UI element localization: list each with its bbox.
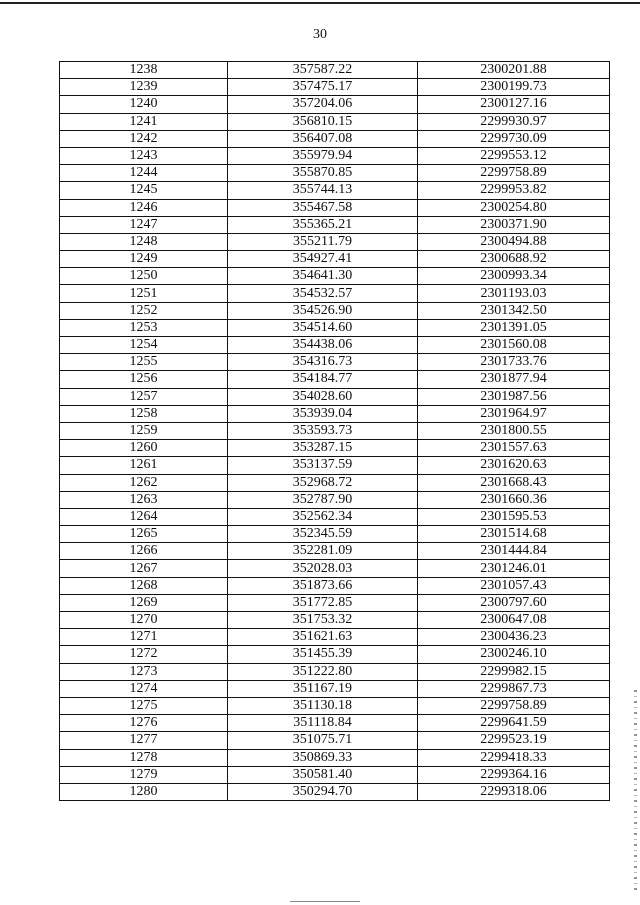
x-coordinate-cell: 356810.15 xyxy=(228,113,418,130)
x-coordinate-cell: 352028.03 xyxy=(228,560,418,577)
x-coordinate-cell: 354532.57 xyxy=(228,285,418,302)
point-number-cell: 1280 xyxy=(60,783,228,800)
x-coordinate-cell: 351455.39 xyxy=(228,646,418,663)
y-coordinate-cell: 2300201.88 xyxy=(418,62,610,79)
table-row xyxy=(60,663,610,680)
x-coordinate-cell: 354184.77 xyxy=(228,371,418,388)
point-number-cell: 1258 xyxy=(60,405,228,422)
x-coordinate-cell: 353593.73 xyxy=(228,422,418,439)
point-number-cell: 1251 xyxy=(60,285,228,302)
x-coordinate-cell: 354438.06 xyxy=(228,337,418,354)
point-number-cell: 1266 xyxy=(60,543,228,560)
point-number-cell: 1272 xyxy=(60,646,228,663)
point-number-cell: 1259 xyxy=(60,422,228,439)
x-coordinate-cell: 352281.09 xyxy=(228,543,418,560)
table-row xyxy=(60,491,610,508)
x-coordinate-cell: 354641.30 xyxy=(228,268,418,285)
y-coordinate-cell: 2300993.34 xyxy=(418,268,610,285)
x-coordinate-cell: 351130.18 xyxy=(228,697,418,714)
table-row xyxy=(60,526,610,543)
scan-edge-artifact xyxy=(634,690,637,890)
point-number-cell: 1274 xyxy=(60,680,228,697)
y-coordinate-cell: 2299953.82 xyxy=(418,182,610,199)
y-coordinate-cell: 2301057.43 xyxy=(418,577,610,594)
y-coordinate-cell: 2299930.97 xyxy=(418,113,610,130)
point-number-cell: 1249 xyxy=(60,251,228,268)
y-coordinate-cell: 2299758.89 xyxy=(418,697,610,714)
point-number-cell: 1260 xyxy=(60,440,228,457)
table-row xyxy=(60,680,610,697)
x-coordinate-cell: 353939.04 xyxy=(228,405,418,422)
table-row xyxy=(60,130,610,147)
table-row xyxy=(60,543,610,560)
point-number-cell: 1257 xyxy=(60,388,228,405)
point-number-cell: 1242 xyxy=(60,130,228,147)
y-coordinate-cell: 2300436.23 xyxy=(418,629,610,646)
y-coordinate-cell: 2301668.43 xyxy=(418,474,610,491)
table-row xyxy=(60,354,610,371)
y-coordinate-cell: 2299364.16 xyxy=(418,766,610,783)
point-number-cell: 1267 xyxy=(60,560,228,577)
point-number-cell: 1262 xyxy=(60,474,228,491)
point-number-cell: 1246 xyxy=(60,199,228,216)
table-row xyxy=(60,594,610,611)
point-number-cell: 1243 xyxy=(60,147,228,164)
y-coordinate-cell: 2299418.33 xyxy=(418,749,610,766)
table-row xyxy=(60,766,610,783)
y-coordinate-cell: 2299523.19 xyxy=(418,732,610,749)
point-number-cell: 1265 xyxy=(60,526,228,543)
y-coordinate-cell: 2300494.88 xyxy=(418,233,610,250)
y-coordinate-cell: 2299553.12 xyxy=(418,147,610,164)
table-row xyxy=(60,96,610,113)
x-coordinate-cell: 350294.70 xyxy=(228,783,418,800)
table-row xyxy=(60,216,610,233)
table-row xyxy=(60,62,610,79)
y-coordinate-cell: 2301987.56 xyxy=(418,388,610,405)
point-number-cell: 1270 xyxy=(60,612,228,629)
x-coordinate-cell: 351873.66 xyxy=(228,577,418,594)
x-coordinate-cell: 351118.84 xyxy=(228,715,418,732)
table-row xyxy=(60,268,610,285)
x-coordinate-cell: 352562.34 xyxy=(228,508,418,525)
table-row xyxy=(60,147,610,164)
x-coordinate-cell: 357475.17 xyxy=(228,79,418,96)
table-row xyxy=(60,629,610,646)
x-coordinate-cell: 355870.85 xyxy=(228,165,418,182)
table-row xyxy=(60,474,610,491)
y-coordinate-cell: 2301595.53 xyxy=(418,508,610,525)
table-row xyxy=(60,182,610,199)
y-coordinate-cell: 2301444.84 xyxy=(418,543,610,560)
y-coordinate-cell: 2301660.36 xyxy=(418,491,610,508)
y-coordinate-cell: 2299758.89 xyxy=(418,165,610,182)
y-coordinate-cell: 2299730.09 xyxy=(418,130,610,147)
point-number-cell: 1279 xyxy=(60,766,228,783)
y-coordinate-cell: 2299641.59 xyxy=(418,715,610,732)
point-number-cell: 1253 xyxy=(60,319,228,336)
table-row xyxy=(60,560,610,577)
y-coordinate-cell: 2301193.03 xyxy=(418,285,610,302)
x-coordinate-cell: 351167.19 xyxy=(228,680,418,697)
point-number-cell: 1277 xyxy=(60,732,228,749)
page-number: 30 xyxy=(313,27,327,42)
x-coordinate-cell: 354927.41 xyxy=(228,251,418,268)
point-number-cell: 1241 xyxy=(60,113,228,130)
y-coordinate-cell: 2301964.97 xyxy=(418,405,610,422)
table-row xyxy=(60,697,610,714)
x-coordinate-cell: 352787.90 xyxy=(228,491,418,508)
x-coordinate-cell: 357204.06 xyxy=(228,96,418,113)
point-number-cell: 1278 xyxy=(60,749,228,766)
y-coordinate-cell: 2300647.08 xyxy=(418,612,610,629)
x-coordinate-cell: 354316.73 xyxy=(228,354,418,371)
point-number-cell: 1255 xyxy=(60,354,228,371)
y-coordinate-cell: 2301733.76 xyxy=(418,354,610,371)
point-number-cell: 1276 xyxy=(60,715,228,732)
table-row xyxy=(60,457,610,474)
table-row xyxy=(60,337,610,354)
x-coordinate-cell: 356407.08 xyxy=(228,130,418,147)
table-row xyxy=(60,612,610,629)
x-coordinate-cell: 351753.32 xyxy=(228,612,418,629)
table-row xyxy=(60,783,610,800)
table-row xyxy=(60,405,610,422)
x-coordinate-cell: 354514.60 xyxy=(228,319,418,336)
bottom-scan-line xyxy=(290,901,360,902)
x-coordinate-cell: 354028.60 xyxy=(228,388,418,405)
x-coordinate-cell: 350869.33 xyxy=(228,749,418,766)
point-number-cell: 1256 xyxy=(60,371,228,388)
point-number-cell: 1240 xyxy=(60,96,228,113)
point-number-cell: 1271 xyxy=(60,629,228,646)
table-row xyxy=(60,79,610,96)
table-row xyxy=(60,165,610,182)
table-row xyxy=(60,715,610,732)
point-number-cell: 1264 xyxy=(60,508,228,525)
table-row xyxy=(60,251,610,268)
point-number-cell: 1254 xyxy=(60,337,228,354)
y-coordinate-cell: 2301560.08 xyxy=(418,337,610,354)
point-number-cell: 1239 xyxy=(60,79,228,96)
table-row xyxy=(60,371,610,388)
table-row xyxy=(60,646,610,663)
top-border-line xyxy=(0,2,640,4)
point-number-cell: 1261 xyxy=(60,457,228,474)
point-number-cell: 1268 xyxy=(60,577,228,594)
x-coordinate-cell: 353287.15 xyxy=(228,440,418,457)
point-number-cell: 1245 xyxy=(60,182,228,199)
x-coordinate-cell: 351075.71 xyxy=(228,732,418,749)
table-row xyxy=(60,388,610,405)
y-coordinate-cell: 2301620.63 xyxy=(418,457,610,474)
table-row xyxy=(60,199,610,216)
y-coordinate-cell: 2301557.63 xyxy=(418,440,610,457)
table-row xyxy=(60,233,610,250)
point-number-cell: 1244 xyxy=(60,165,228,182)
y-coordinate-cell: 2300797.60 xyxy=(418,594,610,611)
x-coordinate-cell: 351621.63 xyxy=(228,629,418,646)
y-coordinate-cell: 2300127.16 xyxy=(418,96,610,113)
table-row xyxy=(60,732,610,749)
point-number-cell: 1248 xyxy=(60,233,228,250)
table-row xyxy=(60,319,610,336)
point-number-cell: 1273 xyxy=(60,663,228,680)
x-coordinate-cell: 357587.22 xyxy=(228,62,418,79)
table-row xyxy=(60,285,610,302)
table-row xyxy=(60,113,610,130)
table-row xyxy=(60,508,610,525)
x-coordinate-cell: 352345.59 xyxy=(228,526,418,543)
coordinates-table xyxy=(59,61,610,801)
y-coordinate-cell: 2300246.10 xyxy=(418,646,610,663)
y-coordinate-cell: 2300199.73 xyxy=(418,79,610,96)
x-coordinate-cell: 355467.58 xyxy=(228,199,418,216)
y-coordinate-cell: 2301391.05 xyxy=(418,319,610,336)
table-row xyxy=(60,440,610,457)
y-coordinate-cell: 2300371.90 xyxy=(418,216,610,233)
y-coordinate-cell: 2301514.68 xyxy=(418,526,610,543)
y-coordinate-cell: 2300688.92 xyxy=(418,251,610,268)
y-coordinate-cell: 2301246.01 xyxy=(418,560,610,577)
y-coordinate-cell: 2301877.94 xyxy=(418,371,610,388)
table-row xyxy=(60,422,610,439)
x-coordinate-cell: 354526.90 xyxy=(228,302,418,319)
point-number-cell: 1252 xyxy=(60,302,228,319)
y-coordinate-cell: 2299318.06 xyxy=(418,783,610,800)
x-coordinate-cell: 351222.80 xyxy=(228,663,418,680)
x-coordinate-cell: 353137.59 xyxy=(228,457,418,474)
table-row xyxy=(60,302,610,319)
coordinates-table-body xyxy=(60,62,610,801)
y-coordinate-cell: 2299982.15 xyxy=(418,663,610,680)
y-coordinate-cell: 2300254.80 xyxy=(418,199,610,216)
x-coordinate-cell: 350581.40 xyxy=(228,766,418,783)
point-number-cell: 1247 xyxy=(60,216,228,233)
x-coordinate-cell: 355365.21 xyxy=(228,216,418,233)
table-row xyxy=(60,749,610,766)
x-coordinate-cell: 355211.79 xyxy=(228,233,418,250)
point-number-cell: 1250 xyxy=(60,268,228,285)
y-coordinate-cell: 2301800.55 xyxy=(418,422,610,439)
y-coordinate-cell: 2301342.50 xyxy=(418,302,610,319)
point-number-cell: 1238 xyxy=(60,62,228,79)
point-number-cell: 1263 xyxy=(60,491,228,508)
table-row xyxy=(60,577,610,594)
y-coordinate-cell: 2299867.73 xyxy=(418,680,610,697)
point-number-cell: 1275 xyxy=(60,697,228,714)
x-coordinate-cell: 352968.72 xyxy=(228,474,418,491)
x-coordinate-cell: 355744.13 xyxy=(228,182,418,199)
x-coordinate-cell: 355979.94 xyxy=(228,147,418,164)
point-number-cell: 1269 xyxy=(60,594,228,611)
x-coordinate-cell: 351772.85 xyxy=(228,594,418,611)
